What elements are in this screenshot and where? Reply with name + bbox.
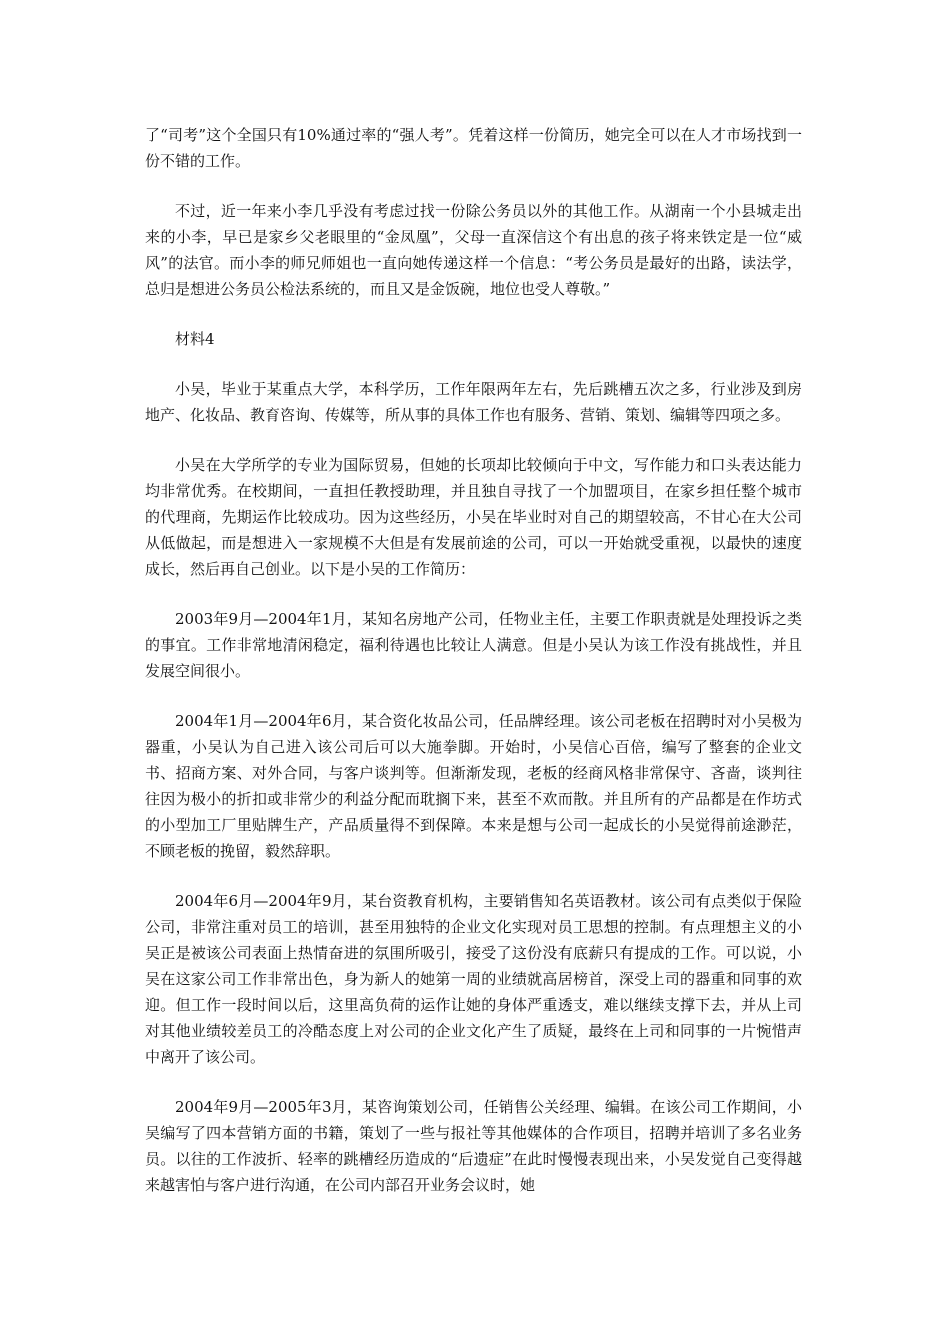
section-heading-material-4: 材料4 [175, 330, 215, 348]
paragraph-job-2004-jan-jun: 2004年1月—2004年6月，某合资化妆品公司，任品牌经理。该公司老板在招聘时对小吴极为器重，小吴认为自己进入该公司后可以大施拳脚。开始时，小吴信心百倍，编写了整套的企业文书、招商方案、对外合同，与客户谈判等。但渐渐发现，老板的经商风格非常保守、吝啬，谈判往往因为极小的折扣或非常少的利益分配而耽搁下来，甚至不欢而散。并且所有的产品都是在作坊式的小型加工厂里贴牌生产，产品质量得不到保障。本来是想与公司一起成长的小吴觉得前途渺茫，不顾老板的挽留，毅然辞职。 [145, 712, 802, 860]
paragraph-continuation: 了“司考”这个全国只有10%通过率的“强人考”。凭着这样一份简历，她完全可以在人才市场找到一份不错的工作。 [145, 126, 802, 170]
paragraph-xiaowu-background: 小吴在大学所学的专业为国际贸易，但她的长项却比较倾向于中文，写作能力和口头表达能力均非常优秀。在校期间，一直担任教授助理，并且独自寻找了一个加盟项目，在家乡担任整个城市的代理商，先期运作比较成功。因为这些经历，小吴在毕业时对自己的期望较高，不甘心在大公司从低做起，而是想进入一家规模不大但是有发展前途的公司，可以一开始就受重视，以最快的速度成长，然后再自己创业。以下是小吴的工作简历： [145, 456, 802, 578]
document-page [145, 122, 802, 1222]
paragraph-xiaowu-intro: 小吴，毕业于某重点大学，本科学历，工作年限两年左右，先后跳槽五次之多，行业涉及到房地产、化妆品、教育咨询、传媒等，所从事的具体工作也有服务、营销、策划、编辑等四项之多。 [145, 380, 802, 424]
paragraph-xiaoli: 不过，近一年来小李几乎没有考虑过找一份除公务员以外的其他工作。从湖南一个小县城走出来的小李，早已是家乡父老眼里的“金凤凰”，父母一直深信这个有出息的孩子将来铁定是一位“威风”的法官。而小李的师兄师姐也一直向她传递这样一个信息：“考公务员是最好的出路，读法学，总归是想进公务员公检法系统的，而且又是金饭碗，地位也受人尊敬。” [145, 202, 802, 298]
paragraph-job-2003-2004: 2003年9月—2004年1月，某知名房地产公司，任物业主任，主要工作职责就是处理投诉之类的事宜。工作非常地清闲稳定，福利待遇也比较让人满意。但是小吴认为该工作没有挑战性，并且发展空间很小。 [145, 610, 802, 680]
paragraph-job-2004-2005: 2004年9月—2005年3月，某咨询策划公司，任销售公关经理、编辑。在该公司工作期间，小吴编写了四本营销方面的书籍，策划了一些与报社等其他媒体的合作项目，招聘并培训了多名业务员。以往的工作波折、轻率的跳槽经历造成的“后遗症”在此时慢慢表现出来，小吴发觉自己变得越来越害怕与客户进行沟通，在公司内部召开业务会议时，她 [145, 1098, 802, 1194]
paragraph-job-2004-jun-sep: 2004年6月—2004年9月，某台资教育机构，主要销售知名英语教材。该公司有点类似于保险公司，非常注重对员工的培训，甚至用独特的企业文化实现对员工思想的控制。有点理想主义的小吴正是被该公司表面上热情奋进的氛围所吸引，接受了这份没有底薪只有提成的工作。可以说，小吴在这家公司工作非常出色，身为新人的她第一周的业绩就高居榜首，深受上司的器重和同事的欢迎。但工作一段时间以后，这里高负荷的运作让她的身体严重透支，难以继续支撑下去，并从上司对其他业绩较差员工的冷酷态度上对公司的企业文化产生了质疑，最终在上司和同事的一片惋惜声中离开了该公司。 [145, 892, 802, 1066]
